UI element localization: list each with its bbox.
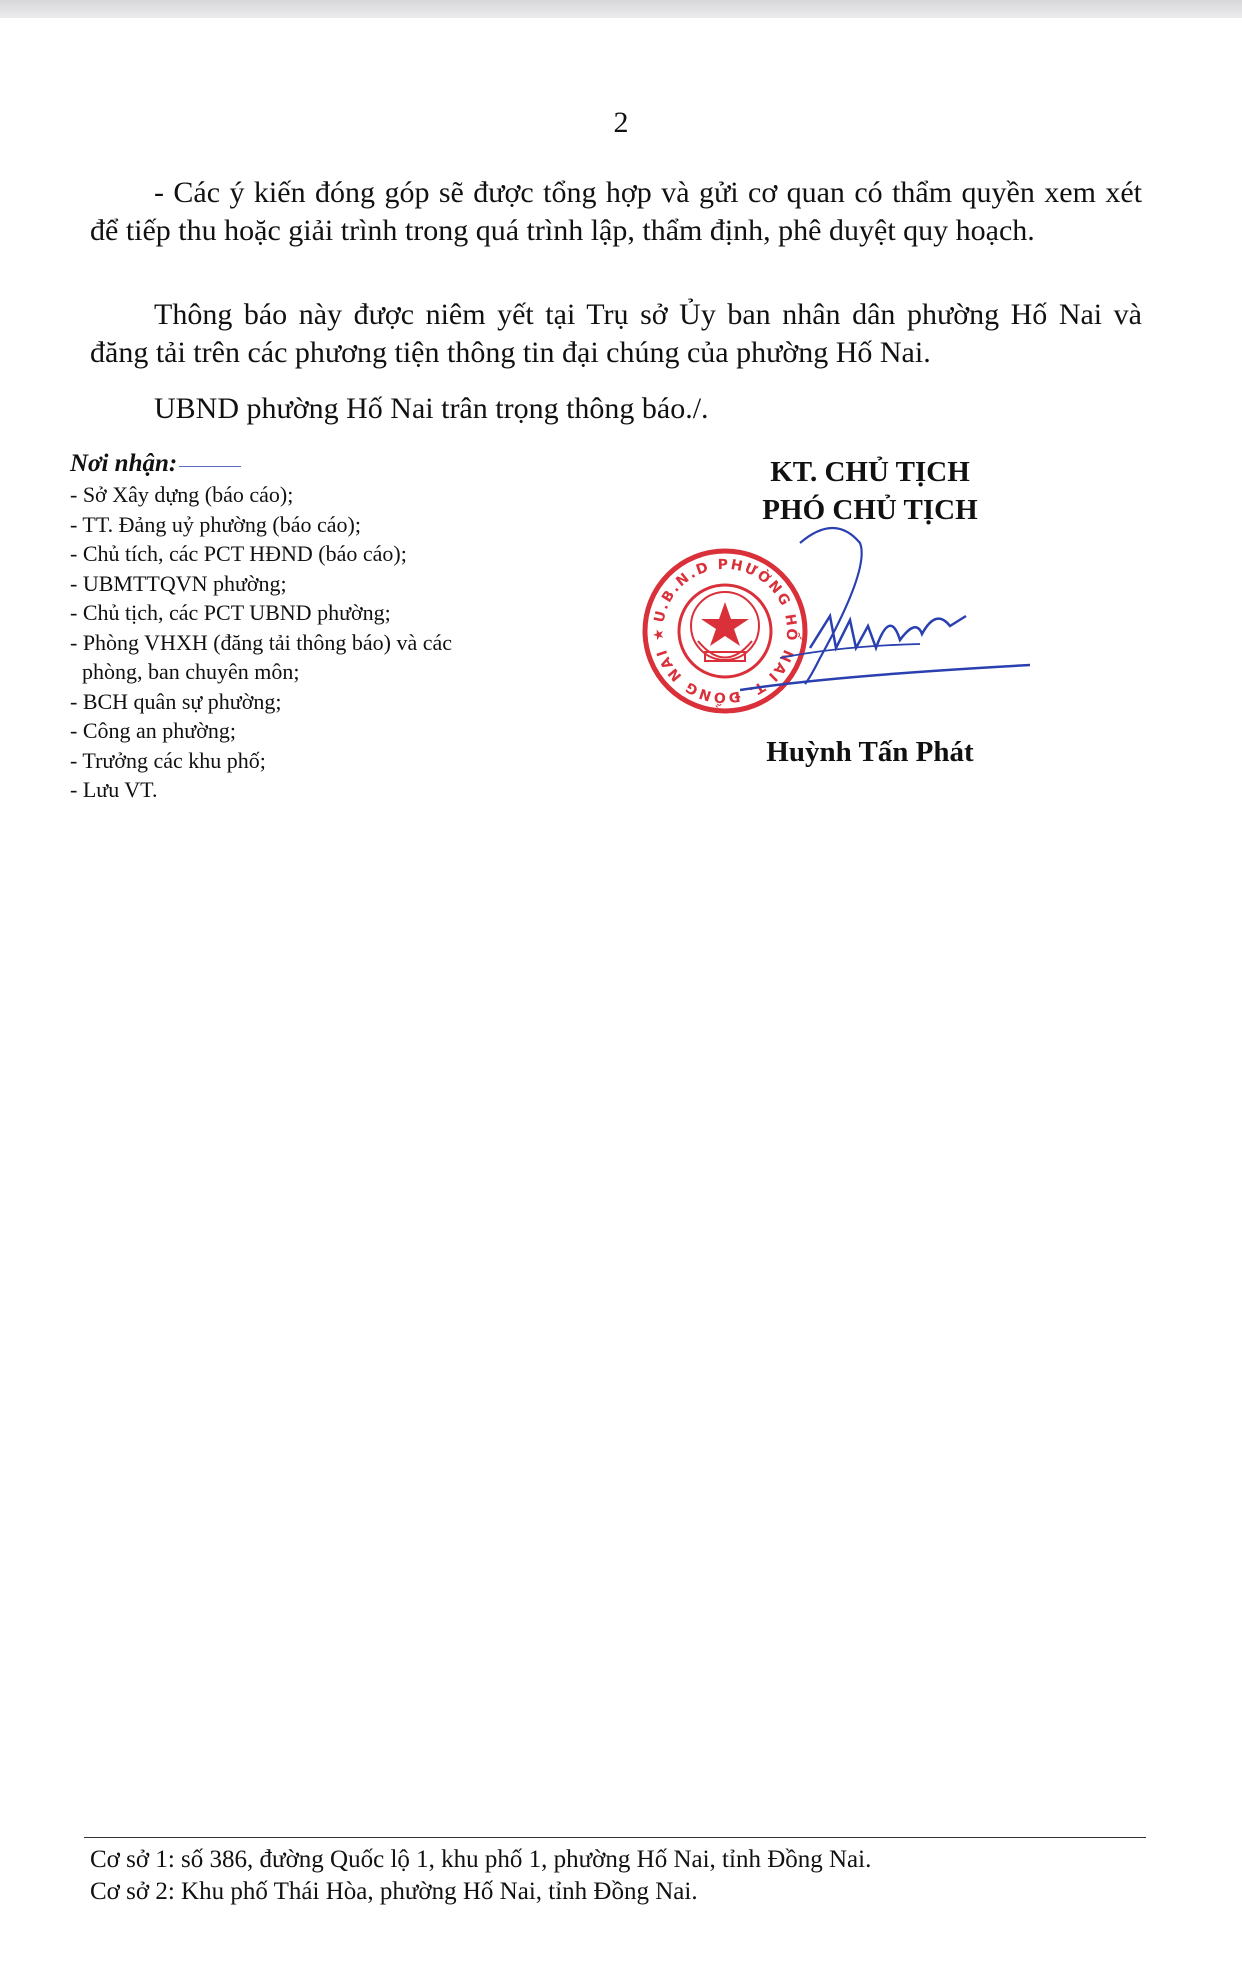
- handwritten-signature: [740, 508, 1050, 708]
- recipient-item: - Chủ tích, các PCT HĐND (báo cáo);: [70, 541, 407, 566]
- viewer-top-bar: [0, 0, 1242, 18]
- signer-name: Huỳnh Tấn Phát: [766, 736, 974, 768]
- paragraph-1: [90, 174, 1142, 250]
- recipient-item: - TT. Đảng uỷ phường (báo cáo);: [70, 511, 361, 537]
- footer-line-2: Cơ sở 2: Khu phố Thái Hòa, phường Hố Nai, tỉnh Đồng Nai.: [90, 1878, 698, 1905]
- recipient-item: - Trưởng các khu phố;: [70, 747, 266, 773]
- recipient-item: - UBMTTQVN phường;: [70, 570, 287, 596]
- footer-divider: [84, 1837, 1146, 1838]
- paragraph-1-text: - Các ý kiến đóng góp sẽ được tổng hợp và gửi cơ quan có thẩm quyền xem xét để tiếp thu hoặc giải trình trong quá trình lập, thẩm định, phê duyệt quy hoạch.: [90, 176, 1142, 247]
- sign-role-line-2: PHÓ CHỦ TỊCH: [762, 494, 978, 526]
- recipients-title-text: Nơi nhận:: [70, 450, 178, 477]
- recipients-list: [70, 448, 540, 805]
- recipient-item: - Lưu VT.: [70, 777, 158, 802]
- footer-line-1: Cơ sở 1: số 386, đường Quốc lộ 1, khu phố 1, phường Hố Nai, tỉnh Đồng Nai.: [90, 1846, 872, 1873]
- paragraph-3-text: UBND phường Hố Nai trân trọng thông báo./.: [154, 392, 709, 425]
- recipient-item: - Chủ tịch, các PCT UBND phường;: [70, 600, 391, 625]
- svg-text:U.B.N.D PHƯỜNG HỐ NAI T. ĐỒNG: U.B.N.D PHƯỜNG HỐ NAI T. ĐỒNG NAI ★: [650, 556, 800, 706]
- recipient-item: phòng, ban chuyên môn;: [82, 659, 300, 684]
- paragraph-3: [90, 390, 1142, 428]
- recipient-item: - Phòng VHXH (đăng tải thông báo) và các: [70, 629, 453, 655]
- recipients-title: [70, 448, 540, 480]
- sign-role-line-1: KT. CHỦ TỊCH: [770, 456, 970, 488]
- page-number: 2: [613, 106, 629, 139]
- recipient-item: - Công an phường;: [70, 718, 236, 743]
- recipient-item: - Sở Xây dựng (báo cáo);: [70, 482, 294, 507]
- footer-address: [90, 1844, 1140, 1908]
- recipient-item: - BCH quân sự phường;: [70, 688, 282, 714]
- paragraph-2-text: Thông báo này được niêm yết tại Trụ sở Ủy ban nhân dân phường Hố Nai và đăng tải trên các phương tiện thông tin đại chúng của phường Hố Nai.: [90, 298, 1142, 369]
- document-page: [0, 18, 1242, 1969]
- paragraph-2: [90, 296, 1142, 372]
- initials-mark: [179, 466, 241, 467]
